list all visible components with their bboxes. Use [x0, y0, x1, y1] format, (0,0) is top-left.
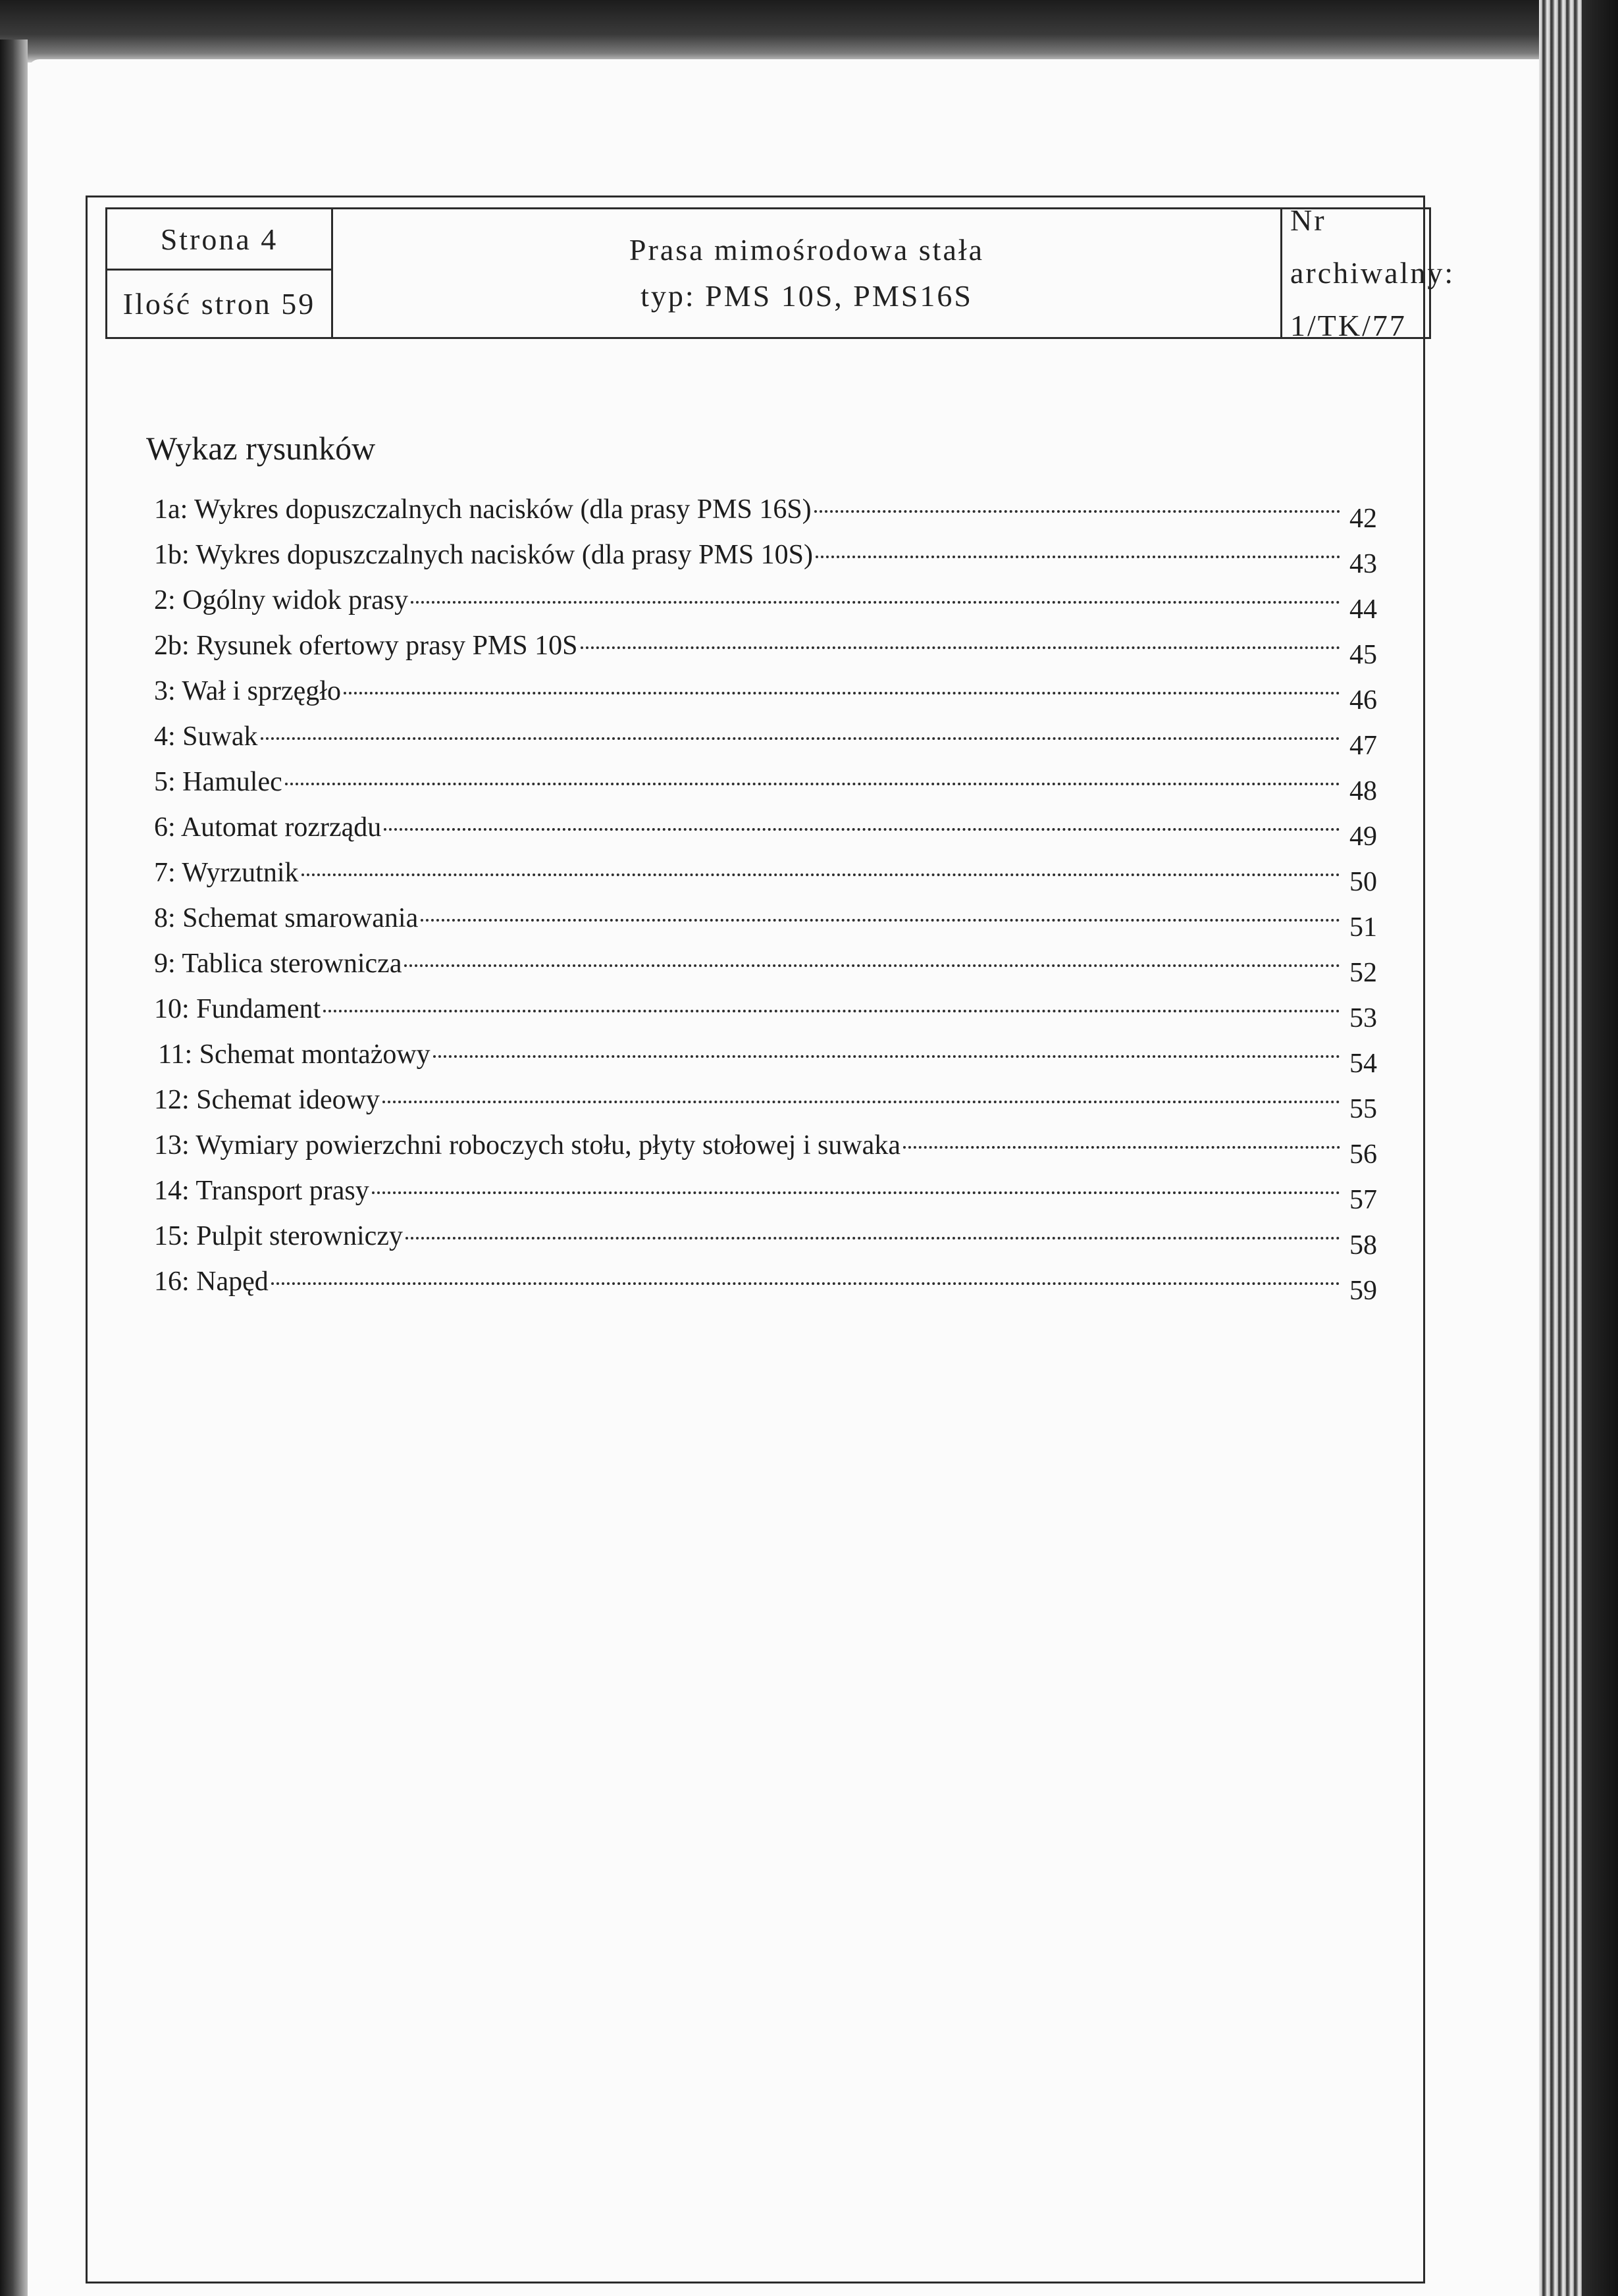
drawings-list [154, 494, 1377, 1311]
list-item-page-number: 49 [1349, 822, 1377, 852]
list-item-page-number: 42 [1349, 504, 1377, 534]
list-item-label: 2b: Rysunek ofertowy prasy PMS 10S [154, 631, 578, 661]
archive-number-cell [1282, 203, 1455, 342]
dot-leader [411, 601, 1340, 604]
dot-leader [816, 556, 1340, 558]
list-item [154, 766, 1377, 812]
dot-leader [421, 919, 1340, 922]
dot-leader [814, 510, 1340, 513]
dot-leader [301, 874, 1341, 876]
dot-leader [903, 1146, 1340, 1149]
list-item [154, 494, 1377, 539]
list-item [154, 630, 1377, 675]
list-item-label: 9: Tablica sterownicza [154, 949, 402, 979]
scan-border-top [0, 0, 1618, 63]
list-item [154, 1266, 1377, 1311]
list-item-page-number: 56 [1349, 1139, 1377, 1170]
dot-leader [382, 1101, 1340, 1103]
list-item-label: 6: Automat rozrządu [154, 812, 382, 843]
dot-leader [323, 1010, 1340, 1012]
dot-leader [433, 1055, 1340, 1058]
dot-leader [581, 646, 1341, 649]
dot-leader [285, 783, 1340, 785]
dot-leader [404, 964, 1340, 967]
dot-leader [271, 1282, 1340, 1285]
page-number-cell [107, 209, 333, 271]
list-item-label: 8: Schemat smarowania [154, 903, 419, 933]
list-item-page-number: 51 [1349, 912, 1377, 943]
list-item-label: 4: Suwak [154, 721, 258, 752]
list-item-label: 16: Napęd [154, 1266, 269, 1297]
list-item-page-number: 57 [1349, 1185, 1377, 1215]
list-item [154, 1084, 1377, 1130]
list-item-label: 5: Hamulec [154, 767, 282, 797]
list-item [154, 721, 1377, 766]
dot-leader [261, 737, 1341, 740]
list-item [154, 1039, 1377, 1084]
list-item-label: 7: Wyrzutnik [154, 858, 299, 888]
list-item-page-number: 47 [1349, 731, 1377, 761]
list-item-label: 3: Wał i sprzęgło [154, 676, 341, 706]
list-item-page-number: 52 [1349, 958, 1377, 988]
list-item-page-number: 58 [1349, 1230, 1377, 1261]
list-item-label: 2: Ogólny widok prasy [154, 585, 409, 615]
list-item [154, 539, 1377, 585]
list-item [154, 857, 1377, 902]
list-item [154, 1220, 1377, 1266]
list-item [154, 1175, 1377, 1220]
list-item [154, 585, 1377, 630]
list-item-page-number: 55 [1349, 1094, 1377, 1124]
list-item-page-number: 59 [1349, 1276, 1377, 1306]
archive-label: Nr archiwalny: [1290, 203, 1455, 290]
archive-number: 1/TK/77 [1290, 309, 1407, 342]
list-item-page-number: 48 [1349, 776, 1377, 806]
list-item [154, 812, 1377, 857]
list-item-page-number: 46 [1349, 685, 1377, 716]
list-item-page-number: 44 [1349, 594, 1377, 625]
drawings-list-heading: Wykaz rysunków [146, 430, 376, 467]
list-item [154, 1130, 1377, 1175]
list-item-label: 13: Wymiary powierzchni roboczych stołu, płyty stołowej i suwaka [154, 1130, 900, 1161]
list-item-label: 1b: Wykres dopuszczalnych nacisków (dla prasy PMS 10S) [154, 540, 814, 570]
list-item [154, 902, 1377, 948]
dot-leader [384, 828, 1340, 831]
document-title-line1: Prasa mimośrodowa stała [629, 233, 985, 267]
list-item-label: 15: Pulpit sterowniczy [154, 1221, 403, 1251]
scan-border-right-dark [1582, 0, 1618, 2296]
list-item-page-number: 50 [1349, 867, 1377, 897]
list-item-label: 11: Schemat montażowy [158, 1039, 431, 1070]
list-item-page-number: 54 [1349, 1049, 1377, 1079]
list-item-page-number: 43 [1349, 549, 1377, 579]
list-item [154, 948, 1377, 993]
list-item-label: 12: Schemat ideowy [154, 1085, 380, 1115]
dot-leader [344, 692, 1340, 694]
list-item-label: 10: Fundament [154, 994, 321, 1024]
document-header-table [105, 203, 1455, 342]
list-item [154, 675, 1377, 721]
document-title-cell [333, 209, 1282, 337]
list-item-page-number: 53 [1349, 1003, 1377, 1033]
list-item [154, 993, 1377, 1039]
page-count-label: Ilość stron 59 [122, 287, 316, 321]
list-item-page-number: 45 [1349, 640, 1377, 670]
list-item-label: 1a: Wykres dopuszczalnych nacisków (dla prasy PMS 16S) [154, 494, 812, 525]
page-number-label: Strona 4 [160, 222, 278, 256]
dot-leader [405, 1237, 1340, 1239]
scan-border-left [0, 39, 28, 2296]
dot-leader [372, 1191, 1340, 1194]
page-count-cell [107, 271, 333, 337]
document-title-line2: typ: PMS 10S, PMS16S [640, 279, 973, 313]
list-item-label: 14: Transport prasy [154, 1176, 369, 1206]
